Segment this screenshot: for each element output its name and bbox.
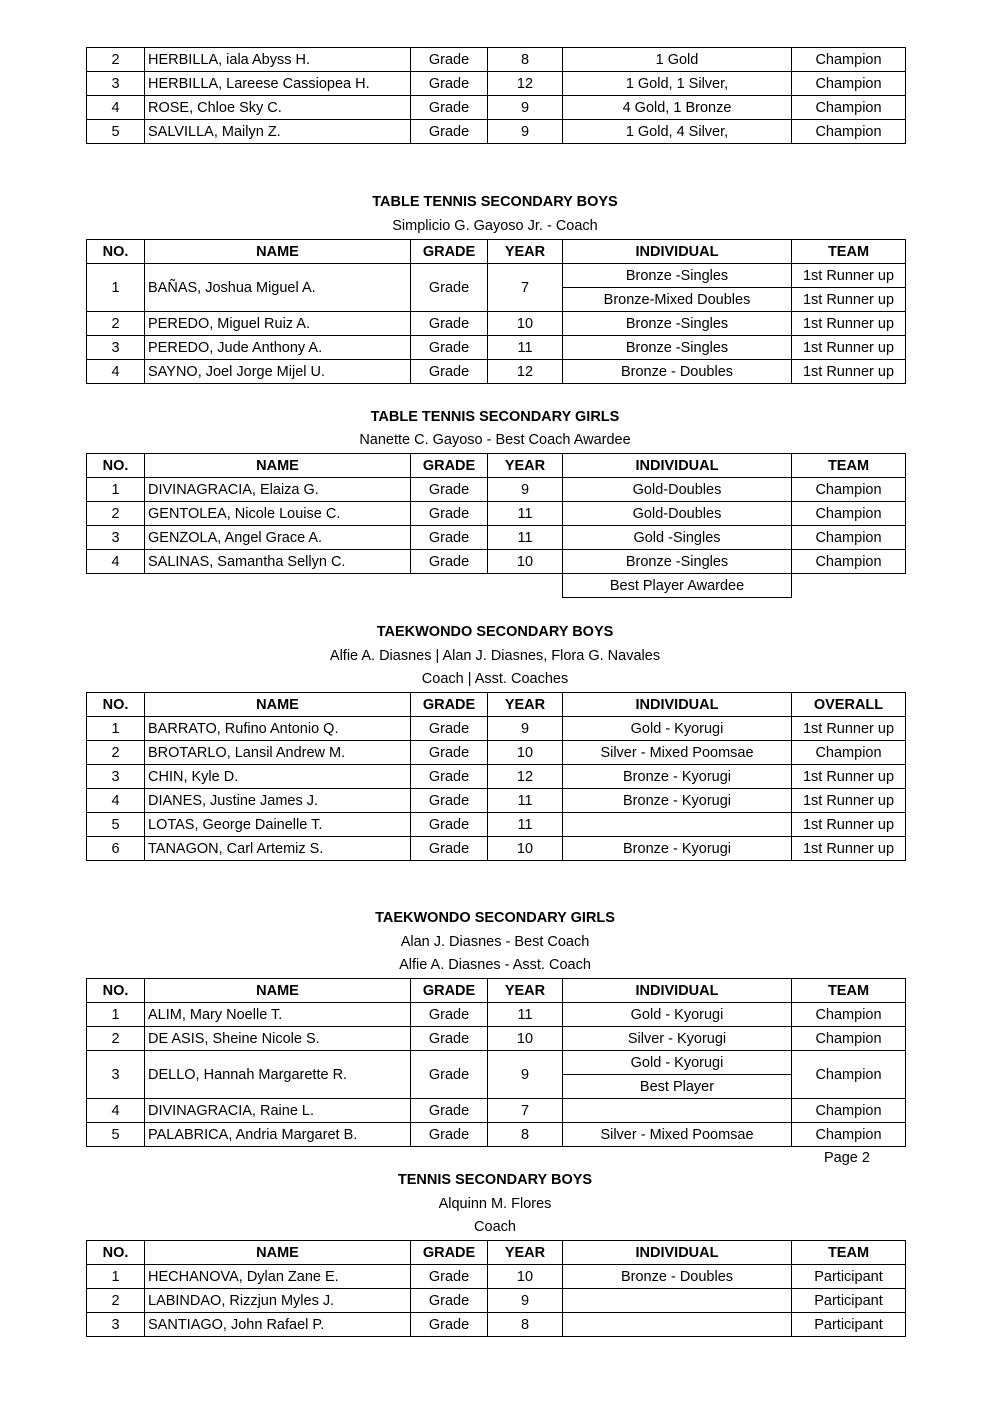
cell-year: 11 (488, 789, 563, 813)
table-row (87, 502, 906, 526)
cell-individual: Bronze-Mixed Doubles (563, 288, 792, 312)
table-row (87, 717, 906, 741)
tennis-boys-table (86, 1240, 906, 1337)
cell-year: 11 (488, 1003, 563, 1027)
cell-grade: Grade (411, 1099, 488, 1123)
cell-individual: Bronze -Singles (563, 312, 792, 336)
cell-individual: Bronze - Kyorugi (563, 789, 792, 813)
table-row (87, 765, 906, 789)
cell-year: 12 (488, 765, 563, 789)
header-overall: OVERALL (792, 693, 906, 717)
cell-no: 6 (87, 837, 145, 861)
cell-no: 3 (87, 765, 145, 789)
cell-no: 5 (87, 813, 145, 837)
cell-team: Champion (792, 96, 906, 120)
cell-individual: Gold -Singles (563, 526, 792, 550)
cell-name: CHIN, Kyle D. (145, 765, 411, 789)
cell-individual: Bronze - Kyorugi (563, 765, 792, 789)
cell-no: 2 (87, 48, 145, 72)
cell-team: Champion (792, 48, 906, 72)
header-individual: INDIVIDUAL (563, 979, 792, 1003)
cell-individual: Gold - Kyorugi (563, 717, 792, 741)
cell-individual: 1 Gold, 1 Silver, (563, 72, 792, 96)
cell-no: 2 (87, 502, 145, 526)
cell-grade: Grade (411, 120, 488, 144)
coach-line: Alan J. Diasnes - Best Coach (400, 934, 590, 950)
cell-name: DIVINAGRACIA, Raine L. (145, 1099, 411, 1123)
cell-year: 9 (488, 1051, 563, 1099)
table-row (87, 526, 906, 550)
cell-individual: Bronze -Singles (563, 264, 792, 288)
cell-year: 9 (488, 717, 563, 741)
cell-name: PALABRICA, Andria Margaret B. (145, 1123, 411, 1147)
cell-individual: Bronze -Singles (563, 336, 792, 360)
coach-line: Nanette C. Gayoso - Best Coach Awardee (359, 432, 631, 448)
cell-team: Champion (792, 478, 906, 502)
cell-individual: Silver - Mixed Poomsae (563, 741, 792, 765)
cell-year: 9 (488, 478, 563, 502)
table-row (87, 312, 906, 336)
header-no: NO. (87, 693, 145, 717)
cell-grade: Grade (411, 312, 488, 336)
header-grade: GRADE (411, 454, 488, 478)
cell-individual: Best Player (563, 1075, 792, 1099)
cell-individual: 1 Gold (563, 48, 792, 72)
cell-year: 10 (488, 1027, 563, 1051)
cell-year: 11 (488, 502, 563, 526)
cell-grade: Grade (411, 1265, 488, 1289)
table-row (87, 1051, 906, 1075)
cell-year: 9 (488, 120, 563, 144)
cell-grade: Grade (411, 360, 488, 384)
cell-team: 1st Runner up (792, 717, 906, 741)
cell-year: 9 (488, 96, 563, 120)
cell-year: 8 (488, 1123, 563, 1147)
cell-year: 9 (488, 1289, 563, 1313)
coach-line: Alfie A. Diasnes | Alan J. Diasnes, Flora G. Navales (329, 648, 661, 664)
cell-year: 8 (488, 48, 563, 72)
cell-individual: Gold-Doubles (563, 502, 792, 526)
table-row (87, 1313, 906, 1337)
cell-team: 1st Runner up (792, 360, 906, 384)
cell-name: HERBILLA, Lareese Cassiopea H. (145, 72, 411, 96)
cell-individual (563, 1313, 792, 1337)
table-row (87, 360, 906, 384)
header-row (87, 979, 906, 1003)
cell-no: 4 (87, 360, 145, 384)
cell-name: GENZOLA, Angel Grace A. (145, 526, 411, 550)
cell-grade: Grade (411, 717, 488, 741)
cell-no: 3 (87, 1313, 145, 1337)
cell-grade: Grade (411, 789, 488, 813)
cell-name: TANAGON, Carl Artemiz S. (145, 837, 411, 861)
header-no: NO. (87, 454, 145, 478)
cell-no: 4 (87, 789, 145, 813)
header-name: NAME (145, 979, 411, 1003)
cell-grade: Grade (411, 478, 488, 502)
table-row (87, 789, 906, 813)
cell-team: 1st Runner up (792, 312, 906, 336)
section-title-tkd-girls: TAEKWONDO SECONDARY GIRLS (375, 910, 615, 926)
header-no: NO. (87, 979, 145, 1003)
header-individual: INDIVIDUAL (563, 454, 792, 478)
cell-grade: Grade (411, 336, 488, 360)
cell-name: HECHANOVA, Dylan Zane E. (145, 1265, 411, 1289)
table-row (87, 1099, 906, 1123)
cell-grade: Grade (411, 264, 488, 312)
cell-individual: 4 Gold, 1 Bronze (563, 96, 792, 120)
cell-team: 1st Runner up (792, 813, 906, 837)
cell-name: ALIM, Mary Noelle T. (145, 1003, 411, 1027)
header-no: NO. (87, 240, 145, 264)
tkd-boys-table (86, 692, 906, 861)
cell-no: 5 (87, 1123, 145, 1147)
cell-year: 10 (488, 741, 563, 765)
cell-no: 3 (87, 1051, 145, 1099)
cell-grade: Grade (411, 502, 488, 526)
coach-line: Simplicio G. Gayoso Jr. - Coach (392, 218, 598, 234)
header-grade: GRADE (411, 693, 488, 717)
cell-year: 11 (488, 336, 563, 360)
cell-team: Participant (792, 1289, 906, 1313)
section-title-tennis-boys: TENNIS SECONDARY BOYS (397, 1172, 593, 1188)
table-row (87, 48, 906, 72)
cell-grade: Grade (411, 765, 488, 789)
cell-year: 10 (488, 1265, 563, 1289)
header-year: YEAR (488, 979, 563, 1003)
cell-team: Champion (792, 1051, 906, 1099)
cell-team: Champion (792, 1099, 906, 1123)
table-row (87, 1123, 906, 1147)
cell-grade: Grade (411, 526, 488, 550)
header-year: YEAR (488, 454, 563, 478)
cell-no: 4 (87, 550, 145, 574)
cell-grade: Grade (411, 1313, 488, 1337)
table-row (87, 550, 906, 574)
cell-no: 4 (87, 96, 145, 120)
cell-name: DIANES, Justine James J. (145, 789, 411, 813)
header-name: NAME (145, 240, 411, 264)
cell-year: 10 (488, 312, 563, 336)
header-grade: GRADE (411, 240, 488, 264)
cell-grade: Grade (411, 837, 488, 861)
cell-no: 3 (87, 336, 145, 360)
coach-role-line: Coach (474, 1219, 516, 1235)
cell-name: ROSE, Chloe Sky C. (145, 96, 411, 120)
cell-grade: Grade (411, 550, 488, 574)
cell-name: DE ASIS, Sheine Nicole S. (145, 1027, 411, 1051)
cell-name: BROTARLO, Lansil Andrew M. (145, 741, 411, 765)
cell-individual: Bronze - Kyorugi (563, 837, 792, 861)
tt-girls-table (86, 453, 906, 598)
cell-year: 12 (488, 360, 563, 384)
cell-individual: Gold-Doubles (563, 478, 792, 502)
header-team: TEAM (792, 240, 906, 264)
table-row (87, 837, 906, 861)
cell-name: LABINDAO, Rizzjun Myles J. (145, 1289, 411, 1313)
table-row (87, 574, 906, 598)
cell-team: Champion (792, 120, 906, 144)
cell-grade: Grade (411, 96, 488, 120)
cell-team: 1st Runner up (792, 336, 906, 360)
coach-role-line: Coach | Asst. Coaches (421, 671, 569, 687)
table-row (87, 741, 906, 765)
cell-grade: Grade (411, 741, 488, 765)
header-team: TEAM (792, 979, 906, 1003)
header-no: NO. (87, 1241, 145, 1265)
coach-line: Alquinn M. Flores (438, 1196, 552, 1212)
cell-grade: Grade (411, 48, 488, 72)
cell-grade: Grade (411, 1123, 488, 1147)
cell-grade: Grade (411, 72, 488, 96)
header-row (87, 240, 906, 264)
table-row (87, 120, 906, 144)
header-year: YEAR (488, 240, 563, 264)
cell-grade: Grade (411, 1003, 488, 1027)
cell-no: 1 (87, 264, 145, 312)
cell-individual: Bronze -Singles (563, 550, 792, 574)
cell-no: 1 (87, 1265, 145, 1289)
table-row (87, 72, 906, 96)
cell-individual: Gold - Kyorugi (563, 1051, 792, 1075)
cell-year: 10 (488, 837, 563, 861)
cell-year: 11 (488, 526, 563, 550)
header-name: NAME (145, 693, 411, 717)
cell-name: GENTOLEA, Nicole Louise C. (145, 502, 411, 526)
cell-individual (563, 1289, 792, 1313)
cell-no: 5 (87, 120, 145, 144)
cell-grade: Grade (411, 813, 488, 837)
cell-individual: Silver - Mixed Poomsae (563, 1123, 792, 1147)
top-results-table (86, 47, 906, 144)
table-row (87, 1003, 906, 1027)
cell-year: 12 (488, 72, 563, 96)
table-row (87, 478, 906, 502)
cell-grade: Grade (411, 1289, 488, 1313)
table-row (87, 813, 906, 837)
cell-name: SALVILLA, Mailyn Z. (145, 120, 411, 144)
cell-team: Champion (792, 1003, 906, 1027)
cell-name: HERBILLA, iala Abyss H. (145, 48, 411, 72)
cell-individual: 1 Gold, 4 Silver, (563, 120, 792, 144)
cell-no: 2 (87, 312, 145, 336)
header-row (87, 1241, 906, 1265)
cell-no: 3 (87, 526, 145, 550)
cell-name: SALINAS, Samantha Sellyn C. (145, 550, 411, 574)
header-year: YEAR (488, 693, 563, 717)
cell-grade: Grade (411, 1027, 488, 1051)
header-individual: INDIVIDUAL (563, 1241, 792, 1265)
header-team: TEAM (792, 1241, 906, 1265)
cell-no: 1 (87, 478, 145, 502)
header-name: NAME (145, 454, 411, 478)
cell-team: 1st Runner up (792, 837, 906, 861)
cell-individual: Bronze - Doubles (563, 360, 792, 384)
cell-grade: Grade (411, 1051, 488, 1099)
table-row (87, 1027, 906, 1051)
cell-individual: Bronze - Doubles (563, 1265, 792, 1289)
cell-no: 1 (87, 1003, 145, 1027)
section-title-tt-boys: TABLE TENNIS SECONDARY BOYS (372, 194, 618, 210)
cell-team: Champion (792, 502, 906, 526)
cell-no: 1 (87, 717, 145, 741)
cell-team: Champion (792, 550, 906, 574)
header-individual: INDIVIDUAL (563, 240, 792, 264)
cell-name: SAYNO, Joel Jorge Mijel U. (145, 360, 411, 384)
cell-individual (563, 813, 792, 837)
header-row (87, 693, 906, 717)
cell-team: 1st Runner up (792, 288, 906, 312)
tkd-girls-table (86, 978, 906, 1147)
cell-no: 3 (87, 72, 145, 96)
cell-team: Champion (792, 72, 906, 96)
best-player-cell: Best Player Awardee (563, 574, 792, 598)
cell-no: 2 (87, 1027, 145, 1051)
tt-boys-table (86, 239, 906, 384)
cell-name: PEREDO, Miguel Ruiz A. (145, 312, 411, 336)
cell-year: 11 (488, 813, 563, 837)
section-title-tt-girls: TABLE TENNIS SECONDARY GIRLS (370, 409, 620, 425)
page-number: Page 2 (824, 1150, 870, 1166)
cell-name: BARRATO, Rufino Antonio Q. (145, 717, 411, 741)
section-title-tkd-boys: TAEKWONDO SECONDARY BOYS (376, 624, 614, 640)
table-row (87, 96, 906, 120)
cell-team: 1st Runner up (792, 789, 906, 813)
header-name: NAME (145, 1241, 411, 1265)
cell-no: 2 (87, 741, 145, 765)
header-individual: INDIVIDUAL (563, 693, 792, 717)
header-team: TEAM (792, 454, 906, 478)
cell-team: Champion (792, 1123, 906, 1147)
cell-name: DELLO, Hannah Margarette R. (145, 1051, 411, 1099)
header-row (87, 454, 906, 478)
cell-no: 2 (87, 1289, 145, 1313)
cell-team: 1st Runner up (792, 765, 906, 789)
cell-team: Champion (792, 1027, 906, 1051)
cell-team: Participant (792, 1313, 906, 1337)
cell-name: DIVINAGRACIA, Elaiza G. (145, 478, 411, 502)
cell-year: 8 (488, 1313, 563, 1337)
header-year: YEAR (488, 1241, 563, 1265)
table-row (87, 1289, 906, 1313)
header-grade: GRADE (411, 1241, 488, 1265)
cell-individual: Gold - Kyorugi (563, 1003, 792, 1027)
table-row (87, 264, 906, 288)
cell-name: PEREDO, Jude Anthony A. (145, 336, 411, 360)
cell-year: 7 (488, 264, 563, 312)
cell-team: Champion (792, 741, 906, 765)
table-row (87, 336, 906, 360)
cell-year: 7 (488, 1099, 563, 1123)
cell-team: Participant (792, 1265, 906, 1289)
cell-team: 1st Runner up (792, 264, 906, 288)
cell-individual (563, 1099, 792, 1123)
cell-no: 4 (87, 1099, 145, 1123)
cell-name: BAÑAS, Joshua Miguel A. (145, 264, 411, 312)
asst-coach-line: Alfie A. Diasnes - Asst. Coach (399, 957, 591, 973)
cell-name: SANTIAGO, John Rafael P. (145, 1313, 411, 1337)
cell-year: 10 (488, 550, 563, 574)
cell-individual: Silver - Kyorugi (563, 1027, 792, 1051)
cell-team: Champion (792, 526, 906, 550)
cell-name: LOTAS, George Dainelle T. (145, 813, 411, 837)
header-grade: GRADE (411, 979, 488, 1003)
table-row (87, 1265, 906, 1289)
